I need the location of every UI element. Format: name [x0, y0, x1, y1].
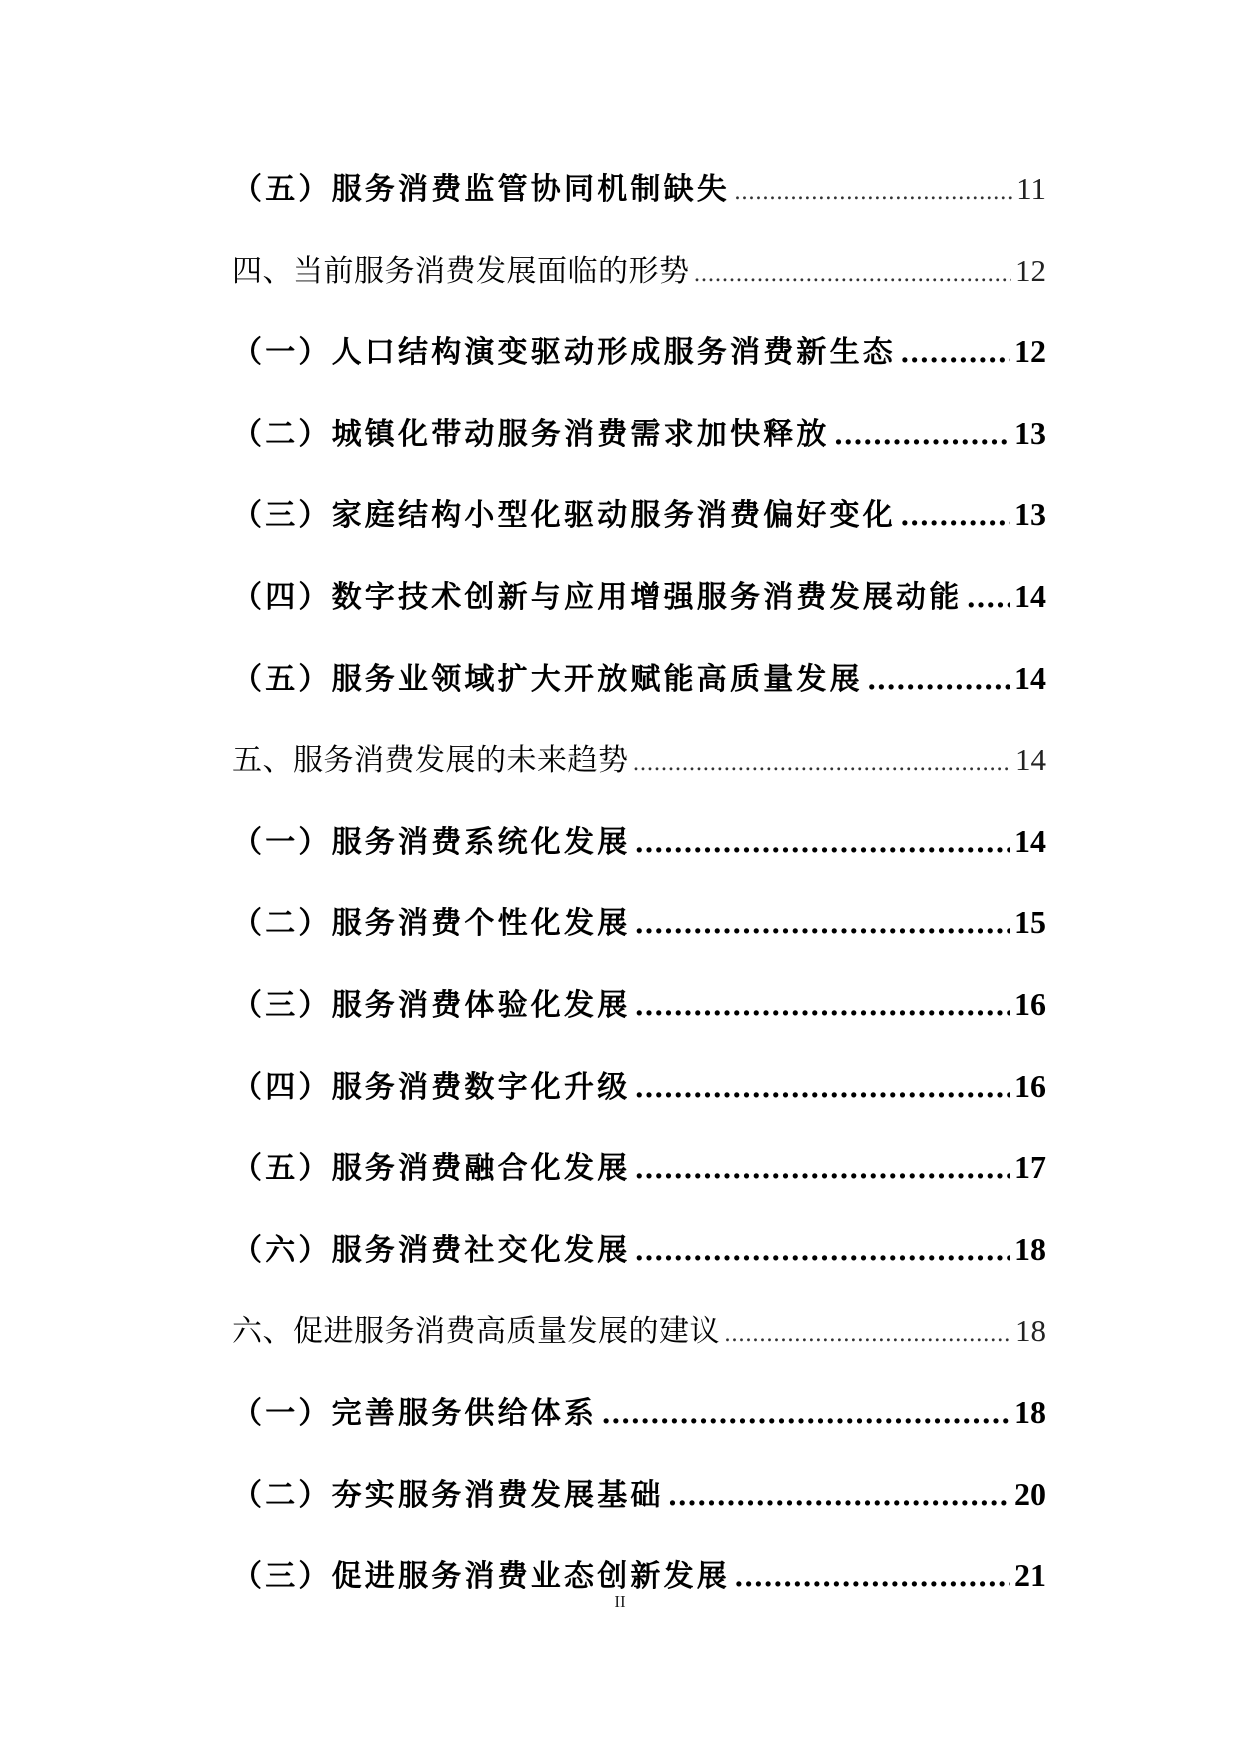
toc-entry[interactable] [232, 1454, 1046, 1536]
toc-entry[interactable] [232, 1127, 1046, 1209]
toc-entry-title: （六）服务消费社交化发展 [232, 1232, 631, 1268]
toc-entry-title: （二）夯实服务消费发展基础 [232, 1477, 664, 1513]
toc-entry[interactable] [232, 964, 1046, 1046]
dot-leader [634, 1047, 1010, 1129]
toc-entry-page: 14 [1015, 742, 1046, 778]
dot-leader [634, 965, 1010, 1047]
toc-entry-page: 21 [1014, 1557, 1046, 1594]
toc-entry[interactable] [232, 230, 1046, 312]
toc-entry-title: 五、服务消费发展的未来趋势 [232, 743, 629, 779]
toc-entry-page: 16 [1014, 985, 1046, 1022]
toc-entry-title: 四、当前服务消费发展面临的形势 [232, 253, 690, 289]
toc-entry[interactable] [232, 882, 1046, 964]
toc-entry[interactable] [232, 1046, 1046, 1128]
toc-entry-page: 17 [1014, 1149, 1046, 1186]
toc-entry-title: （一）服务消费系统化发展 [232, 824, 631, 860]
toc-entry[interactable] [232, 393, 1046, 475]
dot-leader [900, 475, 1010, 557]
dot-leader [668, 1455, 1010, 1537]
toc-entry-page: 14 [1014, 577, 1046, 614]
toc-entry-title: （一）完善服务供给体系 [232, 1395, 598, 1431]
toc-entry-page: 18 [1014, 1393, 1046, 1430]
toc-entry-page: 18 [1015, 1313, 1046, 1349]
toc-entry-title: （五）服务消费监管协同机制缺失 [232, 172, 730, 207]
dot-leader [634, 883, 1010, 965]
toc-entry-title: （一）人口结构演变驱动形成服务消费新生态 [232, 335, 896, 371]
table-of-contents [232, 148, 1046, 1617]
toc-entry-page: 13 [1014, 496, 1046, 533]
toc-entry-page: 14 [1014, 659, 1046, 696]
toc-entry-title: （二）城镇化带动服务消费需求加快释放 [232, 416, 830, 452]
dot-leader [694, 234, 1012, 316]
toc-entry-title: （三）家庭结构小型化驱动服务消费偏好变化 [232, 498, 896, 534]
dot-leader [734, 152, 1012, 234]
toc-entry-title: （三）促进服务消费业态创新发展 [232, 1559, 730, 1595]
toc-entry[interactable] [232, 311, 1046, 393]
toc-entry[interactable] [232, 638, 1046, 720]
toc-entry[interactable] [232, 1290, 1046, 1372]
toc-entry-title: （四）服务消费数字化升级 [232, 1069, 631, 1105]
toc-entry-title: （五）服务消费融合化发展 [232, 1151, 631, 1187]
dot-leader [634, 802, 1010, 884]
toc-entry[interactable] [232, 474, 1046, 556]
page-number: II [614, 1592, 626, 1611]
dot-leader [634, 1128, 1010, 1210]
dot-leader [867, 639, 1010, 721]
toc-entry-title: （二）服务消费个性化发展 [232, 906, 631, 942]
toc-entry-title: （三）服务消费体验化发展 [232, 987, 631, 1023]
toc-entry[interactable] [232, 1209, 1046, 1291]
dot-leader [601, 1373, 1010, 1455]
toc-entry-title: （四）数字技术创新与应用增强服务消费发展动能 [232, 579, 963, 615]
toc-entry-page: 13 [1014, 414, 1046, 451]
toc-entry[interactable] [232, 801, 1046, 883]
toc-entry-page: 11 [1016, 171, 1046, 206]
toc-entry-page: 20 [1014, 1475, 1046, 1512]
toc-entry-page: 18 [1014, 1230, 1046, 1267]
dot-leader [724, 1294, 1011, 1376]
toc-entry[interactable] [232, 148, 1046, 230]
toc-entry-title: 六、促进服务消费高质量发展的建议 [232, 1314, 720, 1350]
dot-leader [966, 557, 1010, 639]
toc-entry[interactable] [232, 719, 1046, 801]
toc-entry-page: 14 [1014, 822, 1046, 859]
toc-entry[interactable] [232, 1372, 1046, 1454]
toc-entry-page: 12 [1015, 252, 1046, 288]
dot-leader [633, 723, 1012, 805]
dot-leader [634, 1210, 1010, 1292]
toc-entry-page: 12 [1014, 333, 1046, 370]
toc-entry-page: 15 [1014, 904, 1046, 941]
dot-leader [900, 312, 1010, 394]
toc-entry-page: 16 [1014, 1067, 1046, 1104]
dot-leader [834, 394, 1010, 476]
toc-entry-title: （五）服务业领域扩大开放赋能高质量发展 [232, 661, 863, 697]
toc-entry[interactable] [232, 556, 1046, 638]
